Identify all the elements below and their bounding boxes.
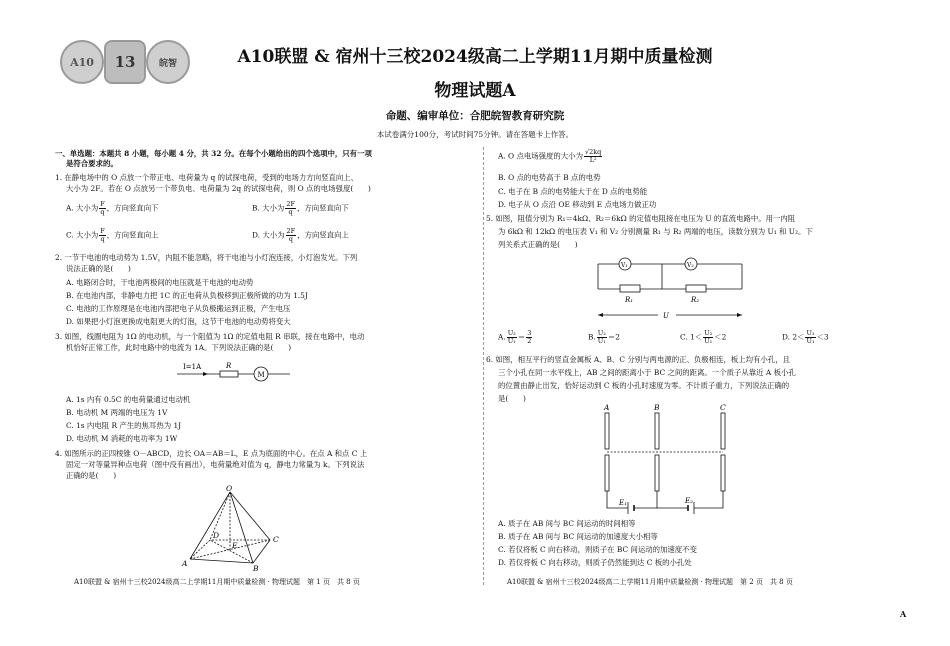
q1-option-b	[252, 201, 349, 216]
q5-r2-label: R₂	[691, 296, 700, 304]
q6-stem-line4: 是( )	[498, 394, 526, 403]
q5-v1-label: V₁	[621, 262, 628, 269]
q5-u-arrow-left	[598, 313, 603, 317]
section-heading-line1: 一、单选题：本题共 8 小题，每小题 4 分，共 32 分。在每个小题给出的四个选项中，只有一项	[55, 149, 372, 158]
q4-option-c: C. 电子在 B 点的电势能大于在 D 点的电势能	[498, 187, 648, 196]
q5-d-pre: D. 2＜	[782, 332, 805, 342]
q5-option-b	[588, 330, 620, 345]
q5-stem-line1: 5. 如图，阻值分别为 R₁＝4kΩ、R₂＝6kΩ 的定值电阻接在电压为 U 的直流电路中。用一内阻	[486, 214, 796, 223]
q1-option-c	[66, 228, 159, 243]
q1-b-fraction	[285, 201, 296, 216]
q1-a-den: q	[100, 208, 105, 216]
q6-label-c: C	[720, 403, 726, 412]
exam-note: 本试卷满分100分，考试时间75分钟。请在答题卡上作答。	[376, 130, 574, 139]
q6-option-b: B. 质子在 AB 间与 BC 间运动的加速度大小相等	[498, 532, 658, 541]
q4-label-o: O	[226, 484, 233, 493]
q1-c-fraction	[99, 228, 106, 243]
q4-a-pre: A. O 点电场强度的大小为	[498, 151, 583, 161]
q4-base-ab	[190, 559, 253, 563]
q6-stem-line2: 三个小孔在同一水平线上，AB 之间的距离小于 BC 之间的距离。一个质子从靠近 A 板小孔	[498, 368, 796, 377]
exam-title: A10联盟 & 宿州十三校2024级高二上学期11月期中质量检测	[237, 47, 713, 67]
q5-b-pre: B.	[588, 332, 596, 342]
q6-label-a: A	[604, 403, 610, 412]
q4-stem-line3: 正确的是( )	[66, 471, 117, 480]
alliance-logo-text: A10	[70, 55, 94, 69]
q4-pyramid-figure	[175, 484, 290, 572]
q4-label-e: E	[232, 541, 238, 550]
section-heading-line2: 是符合要求的。	[66, 159, 118, 168]
q1-b-den: q	[288, 208, 293, 216]
q4-option-d: D. 电子从 O 点沿 OE 移动到 E 点电场力做正功	[498, 200, 657, 209]
q3-option-b: B. 电动机 M 两端的电压为 1V	[66, 408, 168, 417]
q5-c-post: ＜2	[714, 332, 727, 342]
q1-stem-line2: 大小为 2F。若在 O 点放另一个带负电、电荷量为 2q 的试探电荷，则 O 点的电场强度( )	[66, 184, 371, 193]
q2-option-d: D. 如果把小灯泡更换成电阻更大的灯泡，这节干电池的电动势将变大	[66, 317, 291, 326]
q5-v2-label: V₂	[687, 262, 694, 269]
q4-stem-line1: 4. 如图所示的正四棱锥 O－ABCD，边长 OA＝AB＝L，E 点为底面的中心。在点 A 和点 C 上	[55, 449, 368, 458]
q3-resistor	[220, 371, 238, 377]
q6-e1-wire-right	[634, 491, 657, 508]
q6-plate-b-top	[655, 413, 659, 449]
q5-circuit-figure	[590, 253, 770, 327]
q3-option-d: D. 电动机 M 消耗的电功率为 1W	[66, 434, 178, 443]
compiler-line: 命题、编审单位：合肥皖智教育研究院	[385, 110, 565, 122]
q5-r1-label: R₁	[625, 296, 634, 304]
q6-label-e2: E₂	[685, 497, 693, 505]
q5-b-post: ＝2	[607, 332, 620, 342]
q4-edge-oc	[230, 492, 270, 540]
q6-plate-c-bottom	[721, 455, 725, 491]
q5-r2	[686, 285, 706, 292]
q3-circuit-figure	[175, 360, 295, 384]
q5-b-num: U₂	[597, 329, 606, 337]
q1-a-post: ，方向竖直向下	[106, 203, 159, 213]
q4-stem-line2: 固定一对等量异种点电荷（图中没有画出），电荷量绝对值为 q，静电力常量为 k。下列说法	[66, 460, 365, 469]
q1-b-pre: B. 大小为	[252, 203, 285, 213]
q1-a-num: F	[100, 200, 105, 208]
q4-label-c: C	[273, 535, 279, 544]
q5-a-den: U₁	[507, 337, 516, 345]
q4-edge-oa	[190, 492, 230, 559]
subject-title: 物理试题A	[434, 81, 516, 101]
q2-stem-line1: 2. 一节干电池的电动势为 1.5V，内阻不能忽略，将干电池与小灯泡连接，小灯泡发光。下列	[55, 253, 358, 262]
q2-stem-line2: 说法正确的是( )	[66, 264, 131, 273]
school-13-logo-text: 13	[114, 53, 136, 71]
q5-c-num: U₂	[704, 329, 713, 337]
q1-d-den: q	[288, 235, 293, 243]
version-corner-mark: A	[900, 609, 907, 619]
q5-a-n2: 3	[527, 329, 532, 337]
q5-c-pre: C. 1＜	[680, 332, 703, 342]
q4-label-a: A	[182, 559, 188, 568]
q1-b-num: 2F	[286, 200, 295, 208]
q4-a-num: √2kq	[584, 148, 602, 156]
q6-plates-figure	[590, 403, 770, 523]
q1-stem-line1: 1. 在静电场中的 O 点放一个带正电、电荷量为 q 的试探电荷，受到的电场力方向竖直向上、	[55, 173, 359, 182]
q4-option-b: B. O 点的电势高于 B 点的电势	[498, 173, 601, 182]
wanzhi-logo-text: 皖智	[158, 58, 177, 69]
q4-label-b: B	[253, 564, 259, 572]
q5-option-d	[782, 330, 829, 345]
q6-option-c: C. 若仅将板 C 向右移动，则质子在 BC 间运动的加速度不变	[498, 545, 697, 554]
q5-d-num: U₂	[806, 329, 815, 337]
q3-motor-label: M	[257, 371, 265, 379]
column-divider	[483, 147, 484, 585]
q6-label-e1: E₁	[619, 499, 627, 507]
q5-a-fraction2	[526, 330, 532, 345]
q4-a-fraction	[584, 149, 602, 164]
q1-a-pre: A. 大小为	[66, 203, 99, 213]
q5-stem-line2: 为 6kΩ 和 12kΩ 的电压表 V₁ 和 V₂ 分别测量 R₁ 与 R₂ 两端的电压，读数分别为 U₁ 和 U₂。下	[498, 227, 813, 236]
q5-option-c	[680, 330, 726, 345]
q1-d-post: ，方向竖直向上	[297, 230, 349, 240]
q1-d-num: 2F	[286, 227, 296, 235]
q5-u-arrow-right	[737, 313, 742, 317]
q5-a-pre: A.	[498, 332, 506, 342]
q4-a-den: L²	[589, 156, 597, 164]
q5-b-fraction	[597, 330, 607, 345]
q6-stem-line3: 的位置由静止出发，恰好运动到 C 板的小孔时速度为零。不计质子重力，下列说法正确的	[498, 381, 790, 390]
q1-c-num: F	[100, 227, 105, 235]
q6-plate-b-bottom	[655, 455, 659, 491]
q3-option-a: A. 1s 内有 0.5C 的电荷量通过电动机	[66, 395, 191, 404]
footer-left: A10联盟 & 宿州十三校2024级高二上学期11月期中质量检测 · 物理试题 第 1 页 共 8 页	[74, 578, 360, 586]
q3-stem-line2: 机恰好正常工作，此时电路中的电流为 1A。下列说法正确的是( )	[66, 343, 292, 352]
q1-d-fraction	[286, 228, 297, 243]
q5-d-den: U₁	[806, 337, 815, 345]
q5-r1	[620, 285, 640, 292]
q1-c-post: ，方向竖直向上	[106, 230, 159, 240]
q5-d-fraction	[805, 330, 815, 345]
q6-stem-line1: 6. 如图，相互平行的竖直金属板 A、B、C 分别与两电源的正、负极相连，板上均有小孔，且	[486, 355, 790, 364]
q3-option-c: C. 1s 内电阻 R 产生的焦耳热为 1J	[66, 421, 182, 430]
q5-b-den: U₁	[597, 337, 606, 345]
q6-label-b: B	[654, 403, 660, 412]
q1-option-d	[252, 228, 349, 243]
q5-c-fraction	[703, 330, 713, 345]
q1-option-a	[66, 201, 158, 216]
q3-stem-line1: 3. 如图，线圈电阻为 1Ω 的电动机，与一个阻值为 1Ω 的定值电阻 R 串联，接在电路中，电动	[55, 332, 365, 341]
q3-current-arrow	[203, 372, 208, 376]
q6-option-a: A. 质子在 AB 间与 BC 间运动的时间相等	[498, 519, 636, 528]
q2-option-a: A. 电路闭合时，干电池两极间的电压就是干电池的电动势	[66, 278, 254, 287]
q6-e2-wire-right	[694, 491, 723, 508]
q5-a-num: U₂	[507, 329, 516, 337]
q2-option-b: B. 在电池内部，非静电力把 1C 的正电荷从负极移到正极所做的功为 1.5J	[66, 291, 308, 300]
q1-b-post: ，方向竖直向下	[296, 203, 349, 213]
q3-current-label: I=1A	[183, 363, 202, 371]
q2-option-c: C. 电池的工作原理是在电池内部把电子从负极搬运到正极，产生电压	[66, 304, 291, 313]
q1-c-pre: C. 大小为	[66, 230, 99, 240]
q5-a-fraction	[507, 330, 517, 345]
q4-label-d: D	[213, 531, 220, 540]
q5-option-a	[498, 330, 533, 345]
q5-c-den: U₁	[704, 337, 713, 345]
q6-plate-a-top	[605, 413, 609, 449]
q5-a-post: ＝	[517, 332, 526, 342]
footer-right: A10联盟 & 宿州十三校2024级高二上学期11月期中质量检测 · 物理试题 第 2 页 共 8 页	[507, 578, 793, 586]
q6-plate-c-top	[721, 413, 725, 449]
q5-u-label: U	[663, 312, 669, 320]
q1-d-pre: D. 大小为	[252, 230, 285, 240]
q5-stem-line3: 列关系式正确的是( )	[498, 240, 578, 249]
q1-c-den: q	[100, 235, 105, 243]
q5-d-post: ＜3	[816, 332, 829, 342]
q4-option-a	[498, 149, 603, 164]
q6-option-d: D. 若仅将板 C 向右移动，则质子仍然能到达 C 板的小孔处	[498, 558, 692, 567]
q3-resistor-label: R	[226, 362, 232, 370]
q6-plate-a-bottom	[605, 455, 609, 491]
q1-a-fraction	[99, 201, 106, 216]
q5-a-d2: 2	[527, 337, 532, 345]
